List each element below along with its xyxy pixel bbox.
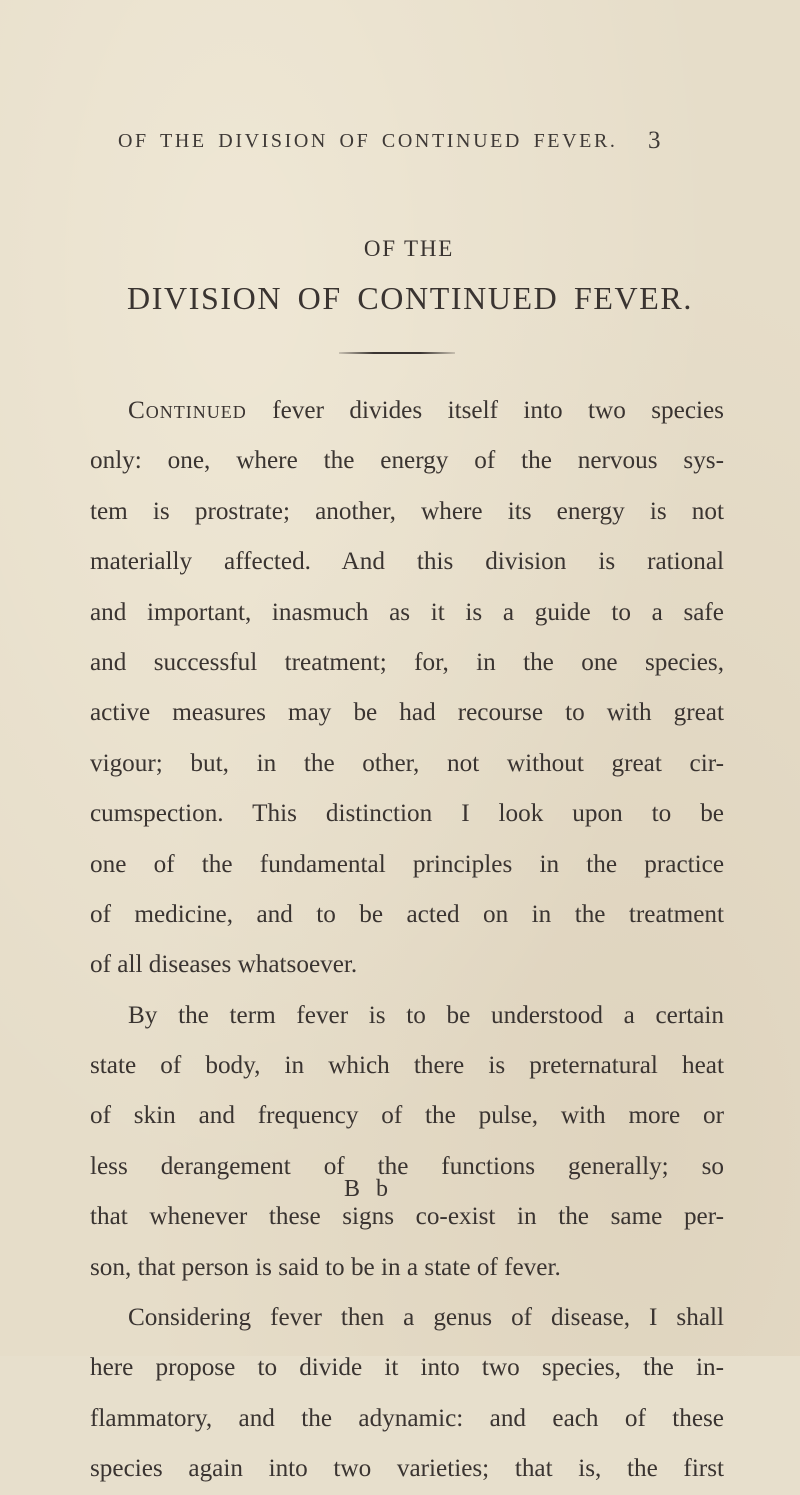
text-line: that whenever these signs co-exist in the same per-: [90, 1203, 724, 1231]
text-line: tem is prostrate; another, where its energy is not: [90, 497, 724, 525]
signature-mark: B b: [344, 1176, 394, 1202]
chapter-heading-title: DIVISION OF CONTINUED FEVER.: [127, 280, 693, 316]
text-line: state of body, in which there is preternatural heat: [90, 1052, 724, 1080]
running-head: [0, 127, 800, 170]
text-line: cumspection. This distinction I look upon to be: [90, 800, 724, 828]
body-text: [90, 386, 724, 1495]
text-line: only: one, where the energy of the nervous sys-: [90, 447, 724, 475]
text-line: son, that person is said to be in a state of fever.: [90, 1253, 561, 1281]
text-line: one of the fundamental principles in the practice: [90, 850, 724, 878]
text-line: of medicine, and to be acted on in the treatment: [90, 900, 724, 928]
opening-word: Continued: [128, 397, 247, 424]
text-line: of all diseases whatsoever.: [90, 951, 358, 979]
text-line: less derangement of the functions generally; so: [90, 1152, 724, 1180]
text-line: and successful treatment; for, in the one species,: [90, 648, 724, 676]
text-line: flammatory, and the adynamic: and each of these: [90, 1404, 724, 1432]
text-line-rest: fever divides itself into two species: [246, 397, 724, 424]
running-head-title: OF THE DIVISION OF CONTINUED FEVER.: [118, 130, 618, 152]
text-line: vigour; but, in the other, not without great cir-: [90, 749, 724, 777]
heading-divider-rule: [339, 352, 455, 354]
text-line: species again into two varieties; that is, the first: [90, 1455, 724, 1483]
text-line: [90, 386, 724, 436]
chapter-heading-prefix: OF THE: [363, 236, 455, 261]
text-line: By the term fever is to be understood a certain: [128, 1001, 724, 1029]
text-line: materially affected. And this division is rational: [90, 548, 724, 576]
text-line: Considering fever then a genus of disease, I shall: [128, 1304, 724, 1332]
text-line: here propose to divide it into two species, the in-: [90, 1354, 724, 1382]
text-line: active measures may be had recourse to with great: [90, 699, 724, 727]
text-line: of skin and frequency of the pulse, with more or: [90, 1102, 724, 1130]
text-line: and important, inasmuch as it is a guide to a safe: [90, 598, 724, 626]
page-number: 3: [648, 127, 661, 154]
